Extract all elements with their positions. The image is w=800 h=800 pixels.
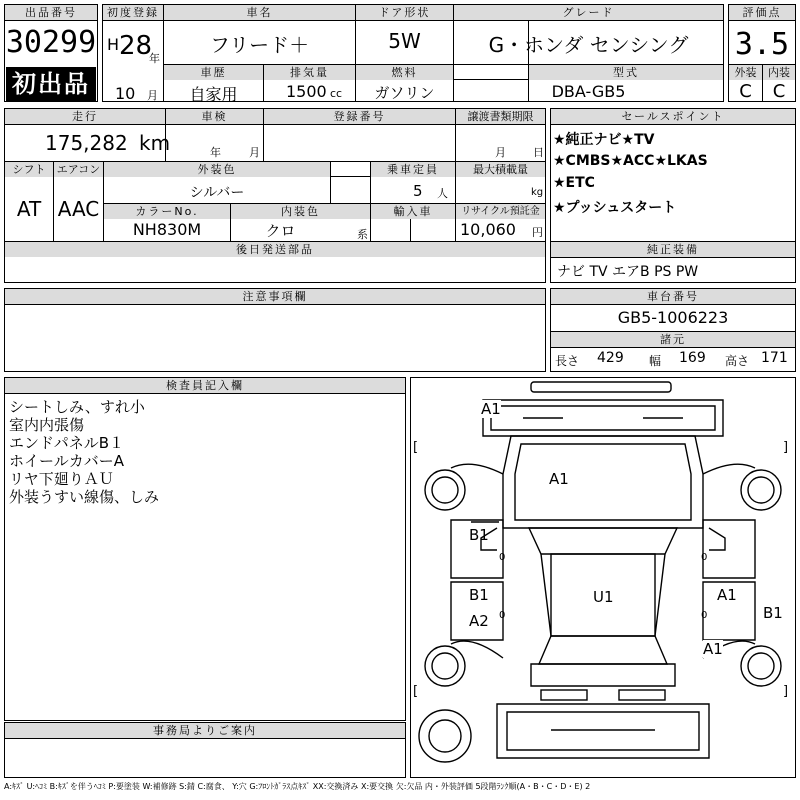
import-car-label: 輸入車 [371, 204, 455, 219]
lot-box [4, 4, 98, 102]
inspector-notes-label: 検査員記入欄 [5, 378, 405, 394]
sales-point-line: ★ETC [553, 175, 595, 191]
fuel-label: 燃料 [356, 65, 453, 80]
damage-code: A1 [481, 400, 501, 418]
shift-type: AT [16, 197, 42, 221]
inspector-note: 室内内張傷 [9, 416, 85, 434]
sales-points-box [550, 108, 796, 283]
inspector-note: エンドパネルB１ [9, 434, 124, 452]
mileage: 175,282 [45, 131, 128, 155]
displacement: 1500 [286, 82, 327, 101]
interior-color-unit: 系 [357, 228, 368, 241]
bracket-right: ] [783, 440, 789, 455]
load-unit: kg [531, 187, 544, 198]
mileage-label: 走行 [5, 109, 165, 124]
chassis-number: GB5-1006223 [617, 308, 729, 327]
sales-point-line: ★プッシュスタート [553, 200, 677, 216]
overall-score: 3.5 [734, 27, 790, 62]
passenger-capacity: 5 [413, 182, 423, 200]
capacity-label: 乗車定員 [371, 162, 455, 177]
height-value: 171 [761, 350, 788, 366]
inspector-note: ホイールカバーA [9, 452, 124, 470]
aircon-type: AAC [57, 197, 100, 221]
office-notice-label: 事務局よりご案内 [5, 723, 405, 739]
exterior-color-label: 外装色 [104, 162, 330, 177]
width-value: 169 [679, 350, 706, 366]
height-label: 高さ [725, 354, 750, 368]
inspector-box [4, 377, 406, 721]
interior-color: クロ [265, 222, 296, 240]
vehicle-header-box [102, 4, 724, 102]
inspection-month-unit: 月 [249, 146, 260, 159]
inspector-note: リヤ下廻りＡＵ [9, 470, 114, 488]
grade: G・ホンダ センシング [488, 33, 689, 57]
year-unit: 年 [149, 52, 160, 65]
interior-label: 内装 [763, 65, 795, 80]
color-number: NH830M [132, 220, 202, 239]
later-parts-label: 後日発送部品 [5, 242, 545, 257]
transfer-month-unit: 月 [495, 146, 506, 159]
width-label: 幅 [649, 354, 662, 368]
damage-code: U1 [593, 588, 614, 606]
mileage-unit: km [139, 131, 171, 155]
displacement-unit: cc [330, 87, 343, 100]
car-name: フリード＋ [209, 33, 310, 57]
dimensions-label: 諸元 [551, 332, 795, 348]
transfer-deadline-label: 譲渡書類期限 [456, 109, 545, 124]
vehicle-history: 自家用 [189, 85, 238, 104]
exterior-grade: C [739, 81, 752, 102]
sales-point-line: ★CMBS★ACC★LKAS [553, 153, 708, 169]
history-label: 車歴 [164, 65, 263, 80]
color-number-label: カラーNo. [104, 204, 230, 219]
model-code: DBA-GB5 [551, 82, 626, 101]
model-label: 型式 [529, 65, 723, 80]
damage-code: A2 [469, 612, 489, 630]
notes-label: 注意事項欄 [5, 289, 545, 305]
capacity-unit: 人 [437, 187, 448, 200]
lot-number: 30299 [5, 25, 97, 60]
interior-grade: C [772, 81, 786, 102]
car-outline-drawing [411, 378, 795, 777]
registration-number-label: 登録番号 [264, 109, 455, 124]
equipment-list: ナビ TV エアB PS PW [557, 264, 699, 280]
chassis-number-label: 車台番号 [551, 289, 795, 305]
car-name-label: 車名 [164, 5, 355, 20]
bracket-left: [ [413, 684, 419, 699]
aircon-label: エアコン [54, 162, 103, 177]
bracket-left: [ [413, 440, 419, 455]
shift-label: シフト [5, 162, 53, 177]
recycle-deposit: 10,060 [460, 220, 516, 239]
equipment-label: 純正装備 [551, 242, 795, 258]
first-listing-badge: 初出品 [6, 67, 96, 101]
length-label: 長さ [555, 354, 580, 368]
damage-code: B1 [763, 604, 783, 622]
office-box [4, 722, 406, 778]
inspection-year-unit: 年 [210, 146, 221, 159]
door-type-label: ドア形状 [356, 5, 453, 20]
damage-code: A1 [703, 640, 723, 658]
transfer-day-unit: 日 [533, 146, 544, 159]
interior-color-label: 内装色 [231, 204, 370, 219]
damage-code: A1 [717, 586, 737, 604]
door-mark: 0 [701, 552, 708, 563]
score-label: 評価点 [729, 5, 795, 21]
damage-code: B1 [469, 526, 489, 544]
exterior-color: シルバー [189, 185, 245, 201]
bracket-right: ] [783, 684, 789, 699]
damage-legend: A:ｷｽﾞ U:ﾍｺﾐ B:ｷｽﾞを伴うﾍｺﾐ P:要塗装 W:補修跡 S:錆 C:腐食、 Y:穴 G:ﾌﾛﾝﾄｶﾞﾗｽ点ｷｽﾞ XX:交換済み X:要交換 欠:欠品 内・外装評価 5段階ﾗﾝｸ順(A・B・C・D・E) 2 [4, 782, 591, 791]
fuel-type: ガソリン [374, 84, 435, 102]
damage-code: B1 [469, 586, 489, 604]
era-mark: H [107, 35, 120, 54]
first-registration-label: 初度登録 [103, 5, 163, 20]
score-box [728, 4, 796, 102]
damage-code: A1 [549, 470, 569, 488]
inspection-label: 車検 [166, 109, 263, 124]
displacement-label: 排気量 [264, 65, 355, 80]
door-type: 5W [388, 29, 421, 53]
registration-year: 28 [119, 31, 153, 61]
month-unit: 月 [147, 89, 158, 102]
recycle-unit: 円 [532, 226, 543, 239]
lot-number-label: 出品番号 [5, 5, 97, 21]
inspector-note: シートしみ、すれ小 [9, 398, 145, 416]
sales-point-line: ★純正ナビ★TV [553, 132, 655, 148]
notes-box [4, 288, 546, 372]
damage-diagram [410, 377, 796, 778]
exterior-label: 外装 [729, 65, 762, 80]
max-load-label: 最大積載量 [456, 162, 545, 177]
chassis-box [550, 288, 796, 372]
inspector-note: 外装うすい線傷、しみ [9, 488, 160, 506]
spec-box [4, 108, 546, 283]
recycle-deposit-label: リサイクル預託金 [456, 204, 545, 219]
door-mark: 0 [701, 610, 708, 621]
sales-points-label: セールスポイント [551, 109, 795, 125]
door-mark: 0 [499, 552, 506, 563]
length-value: 429 [597, 350, 624, 366]
registration-month: 10 [115, 84, 136, 103]
door-mark: 0 [499, 610, 506, 621]
grade-label: グレード [454, 5, 723, 20]
